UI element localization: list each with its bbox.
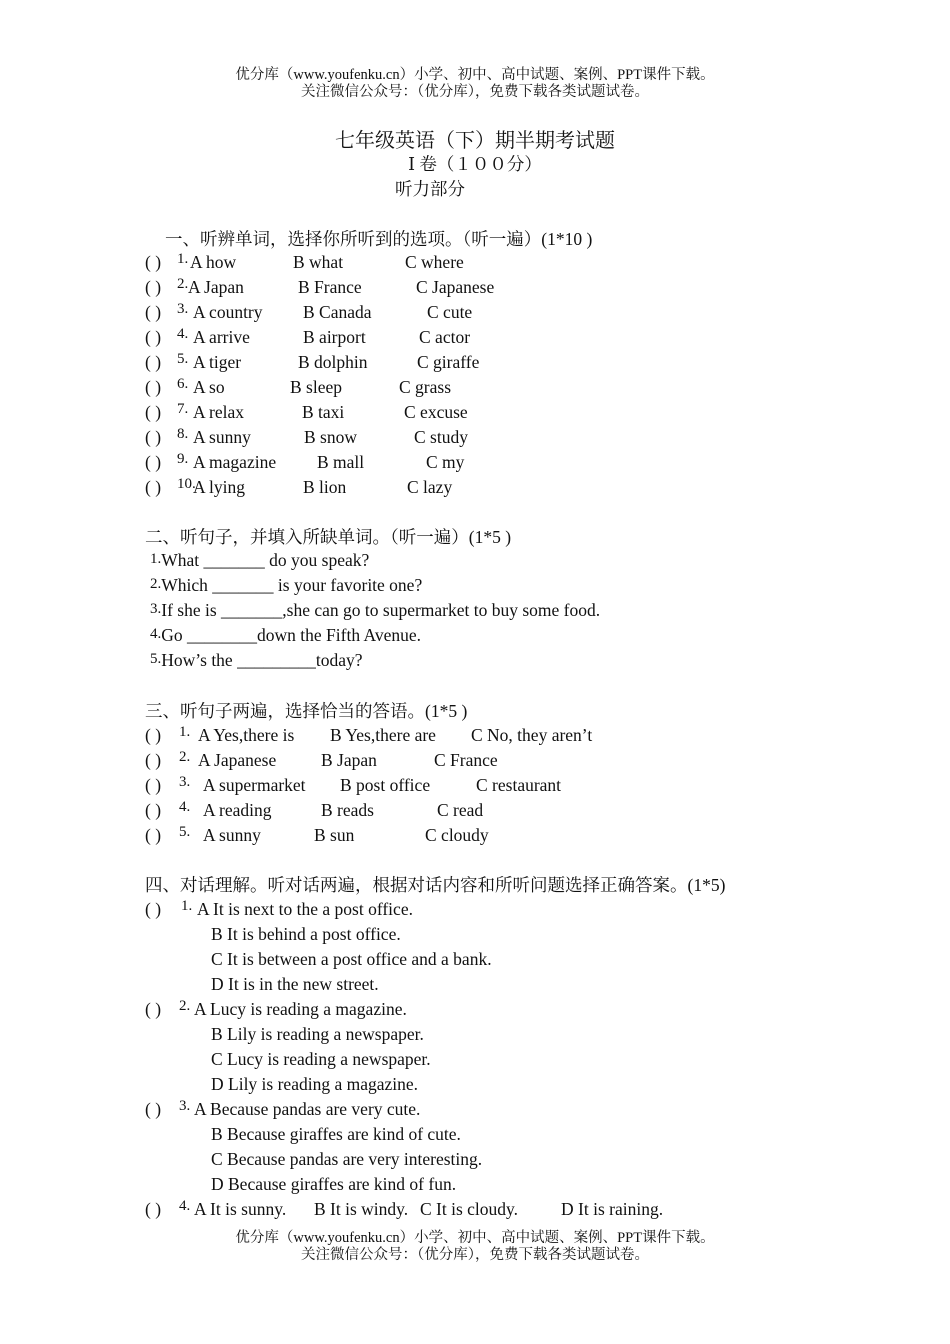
question-number: 2. [177, 276, 189, 292]
sentence-number: 2. [150, 576, 162, 592]
option-a: A sunny [193, 427, 251, 447]
section-3-heading: 三、听句子两遍，选择恰当的答语。(1*5 ) [145, 701, 468, 721]
answer-paren: ( ) [145, 277, 162, 297]
answer-paren: ( ) [145, 725, 162, 745]
question-number: 6. [177, 376, 189, 392]
option-a: A tiger [193, 352, 242, 372]
header-line-2: 关注微信公众号：（优分库），免费下载各类试题试卷。 [301, 84, 649, 100]
question-number: 2. [179, 749, 191, 765]
option-a: A It is sunny. [194, 1199, 287, 1219]
page-header [0, 67, 950, 101]
sentence-number: 4. [150, 626, 162, 642]
answer-paren: ( ) [145, 427, 162, 447]
option-a: A magazine [193, 452, 277, 472]
question-number: 5. [179, 824, 191, 840]
answer-paren: ( ) [145, 377, 162, 397]
option-b: B Canada [303, 302, 372, 322]
fill-sentence-4 [150, 623, 421, 650]
answer-paren: ( ) [145, 1099, 162, 1119]
option-b: B lion [303, 477, 347, 497]
option-b: B Japan [321, 750, 377, 770]
option-c: C actor [419, 327, 471, 347]
footer-line-2: 关注微信公众号：（优分库），免费下载各类试题试卷。 [301, 1247, 649, 1263]
option-d: D It is in the new street. [211, 974, 379, 994]
sentence-number: 3. [150, 601, 162, 617]
option-c: C study [414, 427, 468, 447]
sentence-text: If she is _______,she can go to supermarket to buy some food. [161, 600, 601, 620]
option-b: B Yes,there are [330, 725, 436, 745]
answer-paren: ( ) [145, 302, 162, 322]
answer-paren: ( ) [145, 775, 162, 795]
option-c: C giraffe [417, 352, 480, 372]
option-a: A Japan [188, 277, 244, 297]
option-c: C No, they aren’t [471, 725, 593, 745]
option-d: D Because giraffes are kind of fun. [211, 1174, 457, 1194]
sentence-text: What _______ do you speak? [161, 550, 370, 570]
option-d: D Lily is reading a magazine. [211, 1074, 419, 1094]
option-c: C It is between a post office and a bank. [211, 949, 492, 969]
section-1-heading: 一、听辨单词，选择你所听到的选项。（听一遍）(1*10 ) [165, 229, 593, 249]
option-b: B It is windy. [314, 1199, 409, 1219]
sentence-number: 1. [150, 551, 162, 567]
question-number: 3. [179, 774, 191, 790]
question-number: 5. [177, 351, 189, 367]
option-c: C France [434, 750, 498, 770]
option-c: C my [426, 452, 465, 472]
option-b: B post office [340, 775, 431, 795]
option-a: A relax [193, 402, 245, 422]
option-a: A Yes,there is [198, 725, 295, 745]
question-number: 2. [179, 998, 191, 1014]
answer-paren: ( ) [145, 1199, 162, 1219]
option-c: C where [405, 252, 464, 272]
option-b: B what [293, 252, 344, 272]
question-number: 1. [179, 724, 191, 740]
question-number: 1. [181, 898, 193, 914]
answer-paren: ( ) [145, 402, 162, 422]
answer-paren: ( ) [145, 477, 162, 497]
fill-sentence-5 [150, 648, 362, 675]
answer-paren: ( ) [145, 750, 162, 770]
option-a: A Japanese [198, 750, 277, 770]
option-c: C grass [399, 377, 452, 397]
page-footer [0, 1230, 950, 1264]
answer-paren: ( ) [145, 252, 162, 272]
option-b: B mall [317, 452, 365, 472]
option-b: B Because giraffes are kind of cute. [211, 1124, 461, 1144]
header-line-1: 优分库（www.youfenku.cn）小学、初中、高中试题、案例、PPT课件下载。 [235, 67, 715, 83]
question-number: 1. [177, 251, 189, 267]
exam-title: 七年级英语（下）期半期考试题 [335, 130, 615, 152]
answer-paren: ( ) [145, 352, 162, 372]
question-number: 4. [179, 1198, 191, 1214]
option-a: A reading [203, 800, 272, 820]
option-c: C read [437, 800, 484, 820]
sentence-text: Go ________down the Fifth Avenue. [161, 625, 421, 645]
option-b: B France [298, 277, 362, 297]
option-c: C Because pandas are very interesting. [211, 1149, 483, 1169]
fill-sentence-3 [150, 598, 600, 625]
option-b: B dolphin [298, 352, 368, 372]
question-number: 9. [177, 451, 189, 467]
question-number: 8. [177, 426, 189, 442]
option-b: B reads [321, 800, 374, 820]
option-a: A Lucy is reading a magazine. [194, 999, 407, 1019]
option-c: C Japanese [416, 277, 495, 297]
option-b: B taxi [302, 402, 345, 422]
option-b: B airport [303, 327, 366, 347]
option-a: A so [193, 377, 225, 397]
option-d: D It is raining. [561, 1199, 664, 1219]
question-number: 4. [179, 799, 191, 815]
option-a: A supermarket [203, 775, 306, 795]
option-c: C cloudy [425, 825, 489, 845]
answer-paren: ( ) [145, 825, 162, 845]
sentence-text: How’s the _________today? [161, 650, 363, 670]
option-c: C lazy [407, 477, 453, 497]
option-c: C cute [427, 302, 473, 322]
option-c: C Lucy is reading a newspaper. [211, 1049, 431, 1069]
option-c: C It is cloudy. [420, 1199, 519, 1219]
exam-subtitle-listening: 听力部分 [395, 179, 465, 199]
option-a: A how [190, 252, 237, 272]
question-number: 3. [179, 1098, 191, 1114]
option-c: C excuse [404, 402, 468, 422]
option-b: B sun [314, 825, 355, 845]
option-a: A It is next to the a post office. [197, 899, 413, 919]
answer-paren: ( ) [145, 452, 162, 472]
option-c: C restaurant [476, 775, 562, 795]
option-a: A sunny [203, 825, 261, 845]
option-a: A lying [193, 477, 246, 497]
footer-line-1: 优分库（www.youfenku.cn）小学、初中、高中试题、案例、PPT课件下载。 [235, 1230, 715, 1246]
question-number: 3. [177, 301, 189, 317]
exam-subtitle-volume: Ⅰ 卷（１００分） [408, 154, 542, 174]
option-a: A country [193, 302, 263, 322]
answer-paren: ( ) [145, 327, 162, 347]
question-number: 10. [177, 476, 196, 492]
option-b: B Lily is reading a newspaper. [211, 1024, 424, 1044]
option-a: A Because pandas are very cute. [194, 1099, 421, 1119]
answer-paren: ( ) [145, 899, 162, 919]
sentence-number: 5. [150, 651, 162, 667]
fill-sentence-1 [150, 548, 369, 575]
question-number: 7. [177, 401, 189, 417]
sentence-text: Which _______ is your favorite one? [161, 575, 423, 595]
fill-sentence-2 [150, 573, 422, 600]
section-4-heading: 四、对话理解。听对话两遍，根据对话内容和所听问题选择正确答案。(1*5) [145, 875, 726, 895]
answer-paren: ( ) [145, 999, 162, 1019]
answer-paren: ( ) [145, 800, 162, 820]
option-b: B It is behind a post office. [211, 924, 401, 944]
option-a: A arrive [193, 327, 250, 347]
option-b: B sleep [290, 377, 343, 397]
question-number: 4. [177, 326, 189, 342]
section-2-heading: 二、听句子，并填入所缺单词。（听一遍）(1*5 ) [145, 527, 512, 547]
option-b: B snow [304, 427, 357, 447]
